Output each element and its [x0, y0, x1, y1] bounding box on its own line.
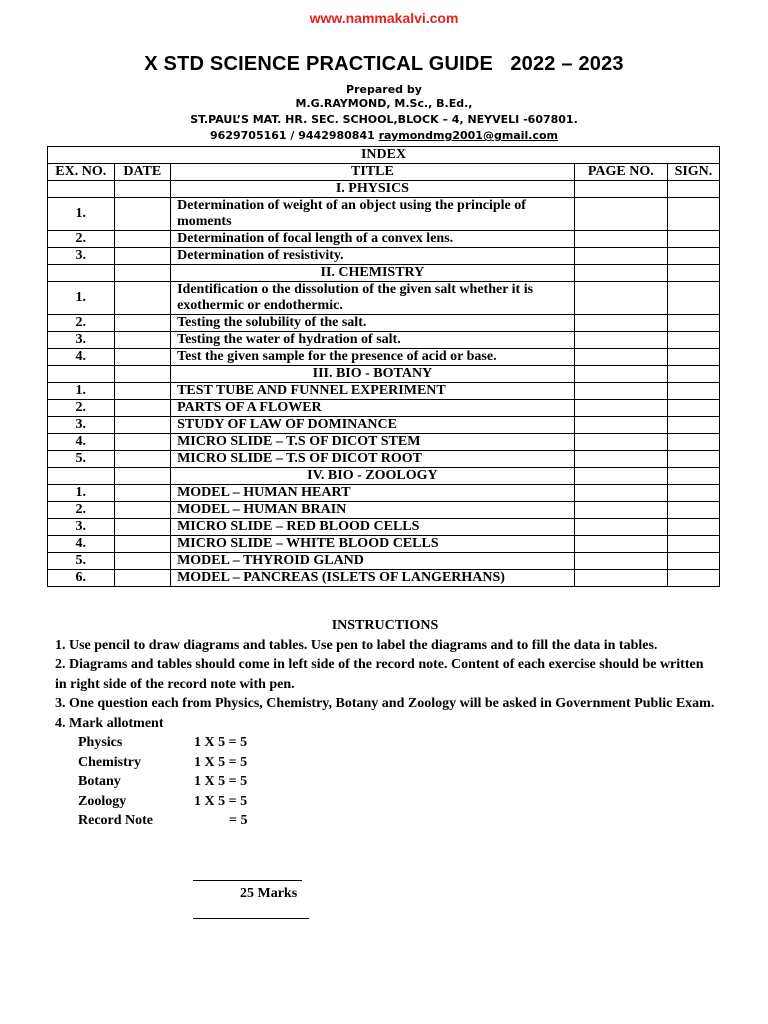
date-cell — [114, 315, 171, 332]
table-row — [48, 485, 720, 502]
divider-line — [193, 918, 309, 919]
index-heading: INDEX — [48, 147, 720, 164]
date-cell — [114, 400, 171, 417]
table-row — [48, 451, 720, 468]
title-cell: Determination of resistivity. — [171, 248, 575, 265]
author-name: M.G.RAYMOND, M.Sc., B.Ed., — [295, 97, 473, 110]
section-heading: IV. BIO - ZOOLOGY — [171, 468, 575, 485]
table-row — [48, 282, 720, 315]
section-spacer-cell — [574, 181, 667, 198]
title-cell: MODEL – PANCREAS (ISLETS OF LANGERHANS) — [171, 570, 575, 587]
section-row — [48, 468, 720, 485]
ex-no-cell: 1. — [48, 485, 115, 502]
website-url[interactable]: www.nammakalvi.com — [309, 10, 459, 26]
date-cell — [114, 451, 171, 468]
mark-allotment-list — [55, 733, 715, 831]
section-spacer-cell — [114, 468, 171, 485]
instructions-heading: INSTRUCTIONS — [331, 618, 439, 633]
ex-no-cell: 3. — [48, 332, 115, 349]
date-cell — [114, 231, 171, 248]
date-cell — [114, 553, 171, 570]
school-address: ST.PAUL’S MAT. HR. SEC. SCHOOL,BLOCK – 4, NEYVELI -607801. — [190, 113, 578, 126]
ex-no-cell: 2. — [48, 400, 115, 417]
column-header-title: TITLE — [171, 164, 575, 181]
index-table — [47, 146, 720, 587]
table-row — [48, 400, 720, 417]
page-no-cell — [574, 248, 667, 265]
column-header-date: DATE — [114, 164, 171, 181]
mark-row-botany — [55, 772, 715, 792]
section-row — [48, 181, 720, 198]
ex-no-cell: 1. — [48, 198, 115, 231]
sign-cell — [667, 485, 719, 502]
section-row — [48, 366, 720, 383]
column-header-row — [48, 164, 720, 181]
sign-cell — [667, 502, 719, 519]
table-row — [48, 198, 720, 231]
date-cell — [114, 434, 171, 451]
table-row — [48, 553, 720, 570]
mark-subject: Chemistry — [78, 754, 141, 770]
instruction-item: 3. One question each from Physics, Chemistry, Botany and Zoology will be asked in Government Public Exam. — [55, 696, 715, 711]
page-no-cell — [574, 536, 667, 553]
title-cell: MICRO SLIDE – T.S OF DICOT ROOT — [171, 451, 575, 468]
title-cell: MICRO SLIDE – T.S OF DICOT STEM — [171, 434, 575, 451]
section-spacer-cell — [667, 468, 719, 485]
date-cell — [114, 502, 171, 519]
page-no-cell — [574, 502, 667, 519]
title-cell: MODEL – HUMAN HEART — [171, 485, 575, 502]
page-no-cell — [574, 198, 667, 231]
sign-cell — [667, 383, 719, 400]
section-spacer-cell — [48, 181, 115, 198]
title-cell: Test the given sample for the presence of acid or base. — [171, 349, 575, 366]
sign-cell — [667, 231, 719, 248]
table-row — [48, 536, 720, 553]
prepared-by-label: Prepared by — [346, 83, 422, 96]
ex-no-cell: 5. — [48, 451, 115, 468]
mark-row-zoology — [55, 792, 715, 812]
ex-no-cell: 3. — [48, 417, 115, 434]
mark-value: 1 X 5 = 5 — [194, 735, 248, 750]
section-spacer-cell — [114, 181, 171, 198]
page-no-cell — [574, 332, 667, 349]
sign-cell — [667, 400, 719, 417]
page-no-cell — [574, 553, 667, 570]
section-spacer-cell — [574, 265, 667, 282]
column-header-sign: SIGN. — [667, 164, 719, 181]
title-cell: Identification o the dissolution of the given salt whether it is exothermic or endothermic. — [171, 282, 575, 315]
page-no-cell — [574, 349, 667, 366]
page-no-cell — [574, 400, 667, 417]
table-row — [48, 519, 720, 536]
section-spacer-cell — [48, 366, 115, 383]
sign-cell — [667, 417, 719, 434]
mark-subject: Zoology — [78, 793, 127, 809]
table-row — [48, 349, 720, 366]
mark-subject: Physics — [78, 735, 123, 750]
sign-cell — [667, 536, 719, 553]
title-cell: Determination of weight of an object using the principle of moments — [171, 198, 575, 231]
date-cell — [114, 198, 171, 231]
section-row — [48, 265, 720, 282]
date-cell — [114, 536, 171, 553]
instructions-block — [55, 616, 715, 831]
table-row — [48, 315, 720, 332]
section-heading: II. CHEMISTRY — [171, 265, 575, 282]
section-spacer-cell — [48, 265, 115, 282]
page-no-cell — [574, 315, 667, 332]
ex-no-cell: 6. — [48, 570, 115, 587]
mark-row-record-note — [55, 811, 715, 831]
ex-no-cell: 2. — [48, 502, 115, 519]
instruction-item: 2. Diagrams and tables should come in left side of the record note. Content of each exercise should be written in right side of the record note with pen. — [55, 657, 704, 692]
date-cell — [114, 349, 171, 366]
sign-cell — [667, 282, 719, 315]
table-row — [48, 383, 720, 400]
page-no-cell — [574, 451, 667, 468]
table-row — [48, 417, 720, 434]
sign-cell — [667, 198, 719, 231]
section-spacer-cell — [667, 181, 719, 198]
instruction-item: 1. Use pencil to draw diagrams and tables. Use pen to label the diagrams and to fill the data in tables. — [55, 637, 658, 653]
total-marks: 25 Marks — [240, 886, 298, 901]
sign-cell — [667, 349, 719, 366]
sign-cell — [667, 451, 719, 468]
sign-cell — [667, 332, 719, 349]
section-spacer-cell — [114, 265, 171, 282]
page-title: X STD SCIENCE PRACTICAL GUIDE 2022 – 2023 — [144, 53, 624, 75]
mark-value: 1 X 5 = 5 — [194, 754, 248, 770]
page-no-cell — [574, 519, 667, 536]
section-spacer-cell — [114, 366, 171, 383]
sign-cell — [667, 248, 719, 265]
date-cell — [114, 485, 171, 502]
title-cell: Testing the water of hydration of salt. — [171, 332, 575, 349]
section-spacer-cell — [667, 265, 719, 282]
title-cell: Determination of focal length of a convex lens. — [171, 231, 575, 248]
date-cell — [114, 248, 171, 265]
table-row — [48, 502, 720, 519]
table-row — [48, 570, 720, 587]
ex-no-cell: 4. — [48, 349, 115, 366]
divider-line — [193, 880, 302, 881]
page-no-cell — [574, 282, 667, 315]
page-no-cell — [574, 434, 667, 451]
mark-row-physics — [55, 733, 715, 753]
table-row — [48, 231, 720, 248]
title-cell: STUDY OF LAW OF DOMINANCE — [171, 417, 575, 434]
page-no-cell — [574, 231, 667, 248]
sign-cell — [667, 315, 719, 332]
email-link[interactable]: raymondmg2001@gmail.com — [378, 129, 558, 142]
sign-cell — [667, 553, 719, 570]
title-cell: MODEL – THYROID GLAND — [171, 553, 575, 570]
date-cell — [114, 570, 171, 587]
ex-no-cell: 3. — [48, 248, 115, 265]
ex-no-cell: 1. — [48, 282, 115, 315]
sign-cell — [667, 570, 719, 587]
ex-no-cell: 4. — [48, 434, 115, 451]
instruction-item: 4. Mark allotment — [55, 715, 164, 731]
mark-value: 1 X 5 = 5 — [194, 793, 248, 809]
mark-value: = 5 — [229, 813, 248, 828]
contact-line — [0, 129, 768, 142]
date-cell — [114, 332, 171, 349]
mark-subject: Botany — [78, 774, 121, 789]
section-spacer-cell — [574, 366, 667, 383]
section-spacer-cell — [574, 468, 667, 485]
sign-cell — [667, 434, 719, 451]
page-no-cell — [574, 570, 667, 587]
column-header-ex-no: EX. NO. — [48, 164, 115, 181]
title-cell: MODEL – HUMAN BRAIN — [171, 502, 575, 519]
ex-no-cell: 5. — [48, 553, 115, 570]
ex-no-cell: 3. — [48, 519, 115, 536]
mark-value: 1 X 5 = 5 — [194, 774, 248, 789]
date-cell — [114, 417, 171, 434]
section-heading: I. PHYSICS — [171, 181, 575, 198]
title-cell: PARTS OF A FLOWER — [171, 400, 575, 417]
date-cell — [114, 383, 171, 400]
section-spacer-cell — [667, 366, 719, 383]
ex-no-cell: 1. — [48, 383, 115, 400]
sign-cell — [667, 519, 719, 536]
mark-row-chemistry — [55, 753, 715, 773]
page-no-cell — [574, 485, 667, 502]
date-cell — [114, 282, 171, 315]
ex-no-cell: 2. — [48, 315, 115, 332]
ex-no-cell: 4. — [48, 536, 115, 553]
index-body — [48, 181, 720, 587]
section-spacer-cell — [48, 468, 115, 485]
mark-subject: Record Note — [78, 813, 154, 828]
page-no-cell — [574, 417, 667, 434]
phone-numbers: 9629705161 / 9442980841 — [210, 129, 379, 142]
table-row — [48, 248, 720, 265]
table-row — [48, 332, 720, 349]
title-cell: MICRO SLIDE – RED BLOOD CELLS — [171, 519, 575, 536]
table-row — [48, 434, 720, 451]
column-header-page-no: PAGE NO. — [574, 164, 667, 181]
title-cell: Testing the solubility of the salt. — [171, 315, 575, 332]
title-cell: MICRO SLIDE – WHITE BLOOD CELLS — [171, 536, 575, 553]
ex-no-cell: 2. — [48, 231, 115, 248]
title-cell: TEST TUBE AND FUNNEL EXPERIMENT — [171, 383, 575, 400]
section-heading: III. BIO - BOTANY — [171, 366, 575, 383]
date-cell — [114, 519, 171, 536]
page-no-cell — [574, 383, 667, 400]
